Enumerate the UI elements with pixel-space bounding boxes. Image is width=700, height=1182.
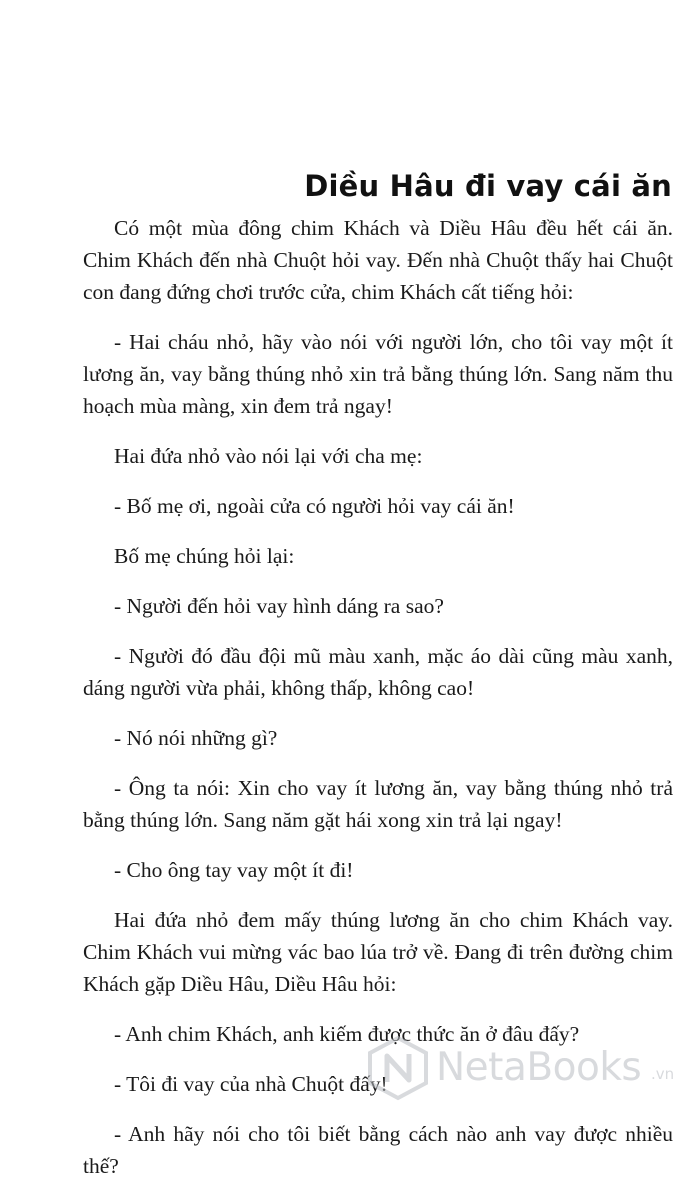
paragraph: - Hai cháu nhỏ, hãy vào nói với người lớn, cho tôi vay một ít lương ăn, vay bằng thúng nhỏ xin trả bằng thúng lớn. Sang năm thu hoạch mùa màng, xin đem trả ngay! [83, 330, 673, 418]
paragraph: - Ông ta nói: Xin cho vay ít lương ăn, vay bằng thúng nhỏ trả bằng thúng lớn. Sang năm gặt hái xong xin trả lại ngay! [83, 776, 673, 832]
paragraph: Hai đứa nhỏ vào nói lại với cha mẹ: [114, 444, 423, 468]
paragraph: - Nó nói những gì? [114, 726, 278, 750]
watermark-suffix: .vn [651, 1065, 675, 1083]
paragraph: Hai đứa nhỏ đem mấy thúng lương ăn cho chim Khách vay. Chim Khách vui mừng vác bao lúa trở về. Đang đi trên đường chim Khách gặp Diều Hâu, Diều Hâu hỏi: [83, 908, 673, 996]
paragraph: Bố mẹ chúng hỏi lại: [114, 544, 295, 568]
paragraph: - Người đó đầu đội mũ màu xanh, mặc áo dài cũng màu xanh, dáng người vừa phải, không thấp, không cao! [83, 644, 673, 700]
story-title: Diều Hâu đi vay cái ăn [304, 169, 672, 204]
paragraph: - Cho ông tay vay một ít đi! [114, 858, 354, 882]
netabooks-logo-icon [366, 1035, 430, 1101]
paragraph: - Tôi đi vay của nhà Chuột đấy! [114, 1072, 388, 1096]
paragraph: - Người đến hỏi vay hình dáng ra sao? [114, 594, 444, 618]
watermark-text: NetaBooks [436, 1045, 642, 1090]
netabooks-watermark [366, 1035, 696, 1105]
paragraph: Có một mùa đông chim Khách và Diều Hâu đều hết cái ăn. Chim Khách đến nhà Chuột hỏi vay. Đến nhà Chuột thấy hai Chuột con đang đứng chơi trước cửa, chim Khách cất tiếng hỏi: [83, 216, 673, 304]
paragraph: - Anh hãy nói cho tôi biết bằng cách nào anh vay được nhiều thế? [83, 1122, 673, 1178]
paragraph: - Anh chim Khách, anh kiếm được thức ăn ở đâu đấy? [114, 1022, 580, 1046]
paragraph: - Bố mẹ ơi, ngoài cửa có người hỏi vay cái ăn! [114, 494, 515, 518]
